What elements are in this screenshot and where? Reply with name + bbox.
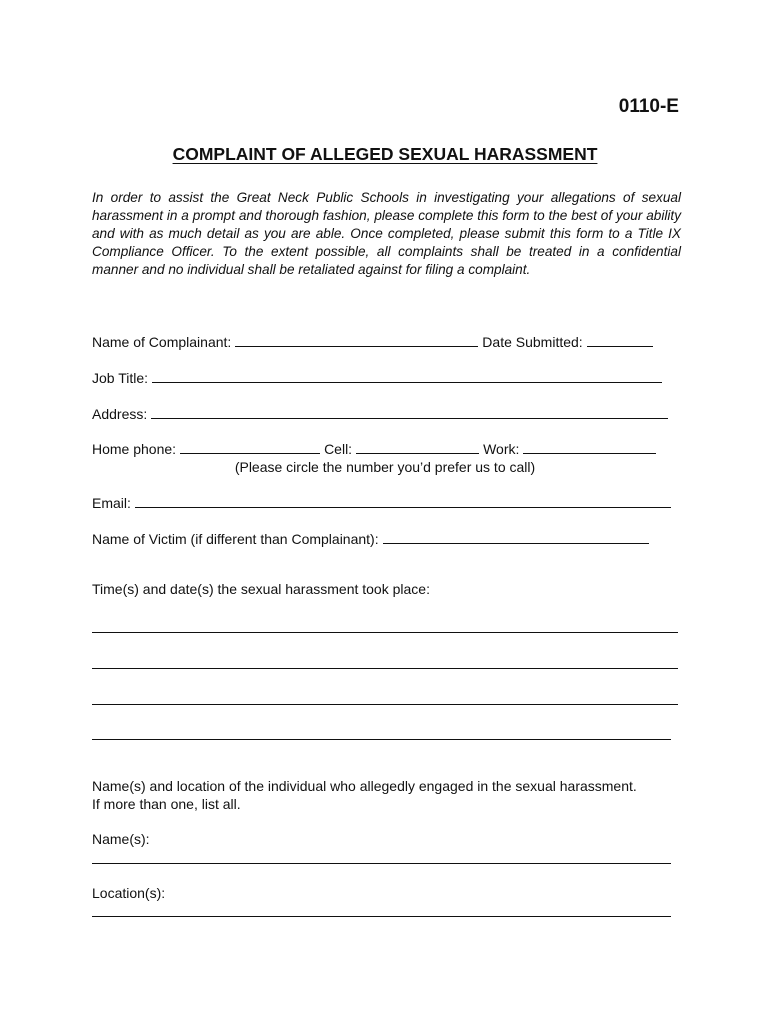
times-dates-label: Time(s) and date(s) the sexual harassment took place: — [92, 581, 430, 597]
victim-row — [92, 530, 649, 547]
individual-instruction-line-1: Name(s) and location of the individual who allegedly engaged in the sexual harassment. — [92, 778, 637, 794]
times-dates-line-2[interactable] — [92, 668, 678, 669]
email-label: Email: — [92, 495, 131, 511]
work-field[interactable] — [523, 440, 656, 454]
name-of-complainant-field[interactable] — [235, 333, 478, 347]
address-field[interactable] — [151, 405, 668, 419]
form-number: 0110-E — [618, 96, 679, 117]
phone-hint: (Please circle the number you’d prefer us to call) — [234, 459, 536, 475]
job-title-field[interactable] — [152, 369, 662, 383]
job-title-label: Job Title: — [92, 370, 149, 386]
job-title-row — [92, 369, 662, 386]
form-title: COMPLAINT OF ALLEGED SEXUAL HARASSMENT — [172, 144, 598, 164]
phone-row — [92, 440, 656, 457]
locations-line[interactable] — [92, 916, 671, 917]
address-label: Address: — [92, 406, 148, 422]
locations-label: Location(s): — [92, 885, 166, 901]
email-row — [92, 494, 671, 511]
name-of-complainant-label: Name of Complainant: — [92, 334, 232, 350]
date-submitted-label: Date Submitted: — [482, 334, 583, 350]
name-of-victim-field[interactable] — [383, 530, 649, 544]
name-of-victim-label: Name of Victim (if different than Complainant): — [92, 531, 379, 547]
date-submitted-field[interactable] — [587, 333, 653, 347]
times-dates-line-4[interactable] — [92, 739, 671, 740]
complainant-row — [92, 333, 653, 350]
names-line[interactable] — [92, 863, 671, 864]
cell-label: Cell: — [324, 441, 353, 457]
address-row — [92, 405, 668, 422]
home-phone-label: Home phone: — [92, 441, 177, 457]
work-label: Work: — [483, 441, 520, 457]
individual-instruction-line-2: If more than one, list all. — [92, 796, 241, 812]
home-phone-field[interactable] — [180, 440, 320, 454]
times-dates-line-3[interactable] — [92, 704, 678, 705]
intro-paragraph: In order to assist the Great Neck Public Schools in investigating your allegations of sexual harassment in a prompt and thorough fashion, please complete this form to the best of your ability and with as much detail as you are able. Once completed, please submit this form to a Title IX Compliance Officer. To the extent possible, all complaints shall be treated in a confidential manner and no individual shall be retaliated against for filing a complaint. — [92, 190, 681, 278]
names-label: Name(s): — [92, 831, 150, 847]
cell-field[interactable] — [356, 440, 479, 454]
times-dates-line-1[interactable] — [92, 632, 678, 633]
email-field[interactable] — [135, 494, 671, 508]
